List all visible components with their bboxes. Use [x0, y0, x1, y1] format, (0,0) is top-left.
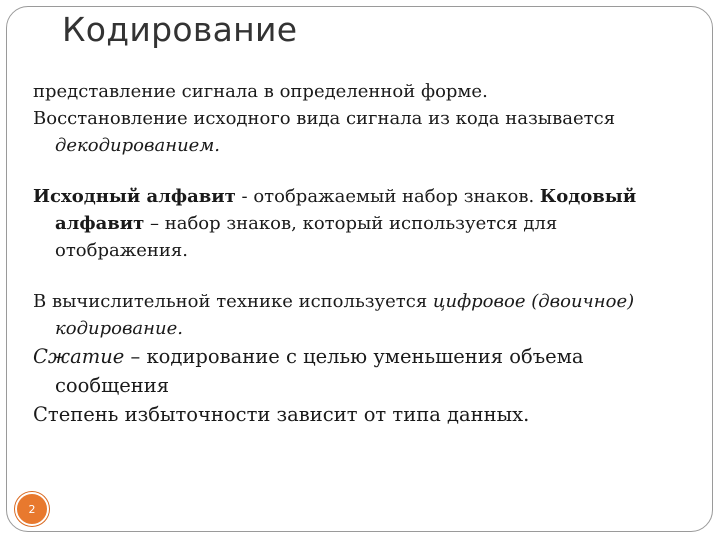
code-alphabet-text: – набор знаков, который используется для — [144, 213, 558, 234]
decoding-text: Восстановление исходного вида сигнала из кода называется — [33, 108, 616, 129]
digital-term: цифровое (двоичное) — [432, 291, 635, 312]
slide-content — [33, 78, 693, 429]
source-alphabet-text: - отображаемый набор знаков. — [235, 186, 540, 207]
paragraph-alphabet-line2 — [33, 210, 693, 237]
paragraph-decoding-term — [33, 132, 693, 159]
paragraph-digital-line2 — [33, 315, 693, 342]
paragraph-decoding — [33, 105, 693, 132]
paragraph-compression — [33, 342, 693, 371]
decoding-term: декодированием. — [55, 135, 220, 156]
page-number-badge: 2 — [15, 492, 49, 526]
compression-text-end: сообщения — [55, 374, 170, 397]
paragraph-alphabet — [33, 183, 693, 210]
code-alphabet-term-part1: Кодовый — [539, 186, 637, 207]
paragraph-compression-line2 — [33, 371, 693, 400]
paragraph-redundancy — [33, 400, 693, 429]
digital-term-end: кодирование. — [55, 318, 183, 339]
compression-text: – кодирование с целью уменьшения объема — [124, 345, 584, 368]
paragraph-alphabet-line3 — [33, 237, 693, 264]
slide-title: Кодирование — [62, 10, 298, 49]
paragraph-digital — [33, 288, 693, 315]
digital-text: В вычислительной технике используется — [33, 291, 433, 312]
compression-term: Сжатие — [33, 345, 125, 368]
definition-text: представление сигнала в определенной форме. — [33, 81, 488, 102]
code-alphabet-text-end: отображения. — [55, 240, 189, 261]
redundancy-text: Степень избыточности зависит от типа данных. — [33, 403, 530, 426]
paragraph-definition — [33, 78, 693, 105]
code-alphabet-term-part2: алфавит — [55, 213, 145, 234]
source-alphabet-term: Исходный алфавит — [33, 186, 236, 207]
